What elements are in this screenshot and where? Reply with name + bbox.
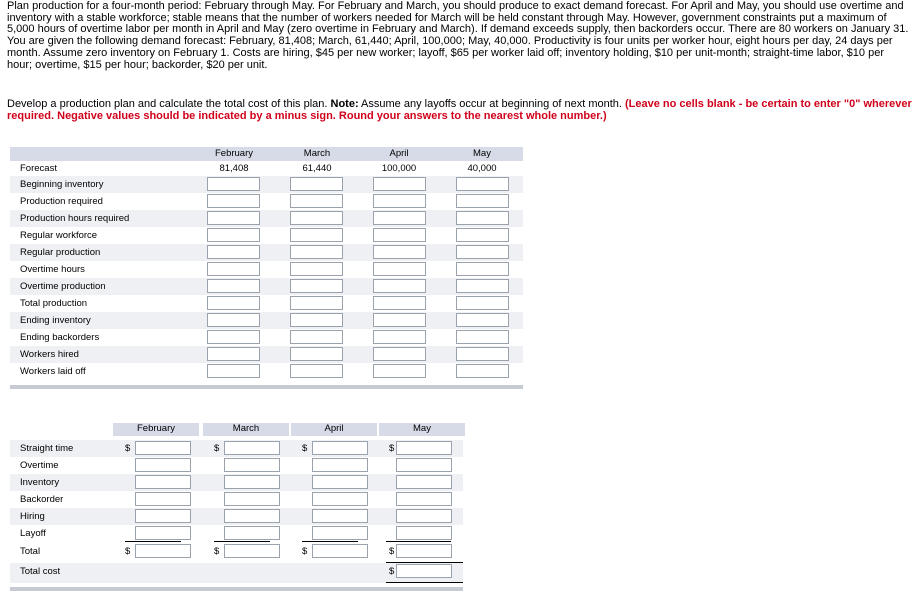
- plan-row-regular-workforce: [10, 227, 523, 244]
- plan-row-regular-production: [10, 244, 523, 261]
- hiring-cost-may-input[interactable]: [396, 509, 452, 523]
- ending-backorders-april-input[interactable]: [373, 330, 426, 344]
- cost-header-row: [10, 423, 463, 436]
- overtime-production-may-input[interactable]: [456, 279, 509, 293]
- regular-workforce-april-input[interactable]: [373, 228, 426, 242]
- plan-header-row: [10, 147, 523, 161]
- ending-inventory-february-input[interactable]: [207, 313, 260, 327]
- overtime-hours-april-input[interactable]: [373, 262, 426, 276]
- workers-laid-off-march-input[interactable]: [290, 364, 343, 378]
- straight-time-cost-march-input[interactable]: [224, 441, 280, 455]
- note-text: Assume any layoffs occur at beginning of next month.: [358, 98, 626, 110]
- regular-production-february-input[interactable]: [207, 245, 260, 259]
- hiring-cost-march-input[interactable]: [224, 509, 280, 523]
- plan-row-label: Regular workforce: [20, 230, 98, 241]
- backorder-cost-may-input[interactable]: [396, 492, 452, 506]
- dollar-sign: $: [389, 443, 395, 454]
- overtime-production-february-input[interactable]: [207, 279, 260, 293]
- cost-row-total-cost-month: [10, 543, 463, 560]
- production-required-march-input[interactable]: [290, 194, 343, 208]
- regular-production-may-input[interactable]: [456, 245, 509, 259]
- plan-row-production-required: [10, 193, 523, 210]
- total-production-march-input[interactable]: [290, 296, 343, 310]
- cost-header-may: May: [379, 423, 465, 436]
- dollar-sign: $: [302, 443, 308, 454]
- inventory-cost-march-input[interactable]: [224, 475, 280, 489]
- overtime-production-april-input[interactable]: [373, 279, 426, 293]
- ending-inventory-april-input[interactable]: [373, 313, 426, 327]
- plan-row-forecast: [10, 161, 523, 176]
- inventory-cost-february-input[interactable]: [135, 475, 191, 489]
- forecast-february: 81,408: [219, 163, 249, 174]
- cost-header-april: April: [291, 423, 377, 436]
- plan-row-label: Workers laid off: [20, 366, 86, 377]
- workers-laid-off-april-input[interactable]: [373, 364, 426, 378]
- plan-row-overtime-production: [10, 278, 523, 295]
- overtime-hours-february-input[interactable]: [207, 262, 260, 276]
- regular-workforce-march-input[interactable]: [290, 228, 343, 242]
- production-hours-required-march-input[interactable]: [290, 211, 343, 225]
- dollar-sign: $: [389, 546, 395, 557]
- cost-row-label: Layoff: [20, 528, 46, 539]
- plan-row-overtime-hours: [10, 261, 523, 278]
- plan-row-total-production: [10, 295, 523, 312]
- ending-inventory-march-input[interactable]: [290, 313, 343, 327]
- overtime-cost-march-input[interactable]: [224, 458, 280, 472]
- ending-backorders-march-input[interactable]: [290, 330, 343, 344]
- dollar-sign: $: [125, 443, 131, 454]
- forecast-may: 40,000: [467, 163, 497, 174]
- forecast-march: 61,440: [302, 163, 332, 174]
- total-underline: [386, 541, 451, 542]
- problem-statement: Plan production for a four-month period: February through May. For February and March, you should produce to exact demand forecast. For April and May, you should use overtime and inventory with a stable workforce; stable means that the number of workers needed for March will be held constant through May. However, government constraints put a maximum of 5,000 hours of overtime labor per month in April and May (zero overtime in February and March). If demand exceeds supply, then backorders occur. There are 80 workers on January 31. You are given the following demand forecast: February, 81,408; March, 61,440; April, 100,000; May, 40,000. Productivity is four units per worker hour, eight hours per day, 24 days per month. Assume zero inventory on February 1. Costs are hiring, $45 per new worker; layoff, $65 per worker laid off; inventory holding, $10 per unit-month; straight-time labor, $10 per hour; overtime, $15 per hour; backorder, $20 per unit.: [7, 0, 909, 71]
- grand-total-may-input[interactable]: [396, 564, 452, 578]
- beginning-inventory-march-input[interactable]: [290, 177, 343, 191]
- production-hours-required-april-input[interactable]: [373, 211, 426, 225]
- dollar-sign: $: [389, 566, 395, 577]
- hiring-cost-february-input[interactable]: [135, 509, 191, 523]
- workers-hired-may-input[interactable]: [456, 347, 509, 361]
- total-cost-month-march-input[interactable]: [224, 544, 280, 558]
- plan-row-label: Total production: [20, 298, 88, 309]
- regular-production-march-input[interactable]: [290, 245, 343, 259]
- total-cost-month-may-input[interactable]: [396, 544, 452, 558]
- hiring-cost-april-input[interactable]: [312, 509, 368, 523]
- overtime-hours-march-input[interactable]: [290, 262, 343, 276]
- total-cost-month-april-input[interactable]: [312, 544, 368, 558]
- layoff-cost-february-input[interactable]: [135, 526, 191, 540]
- beginning-inventory-may-input[interactable]: [456, 177, 509, 191]
- instructions-lead: Develop a production plan and calculate the total cost of this plan.: [7, 98, 331, 110]
- ending-inventory-may-input[interactable]: [456, 313, 509, 327]
- total-cost-month-february-input[interactable]: [135, 544, 191, 558]
- dollar-sign: $: [302, 546, 308, 557]
- plan-row-production-hours-required: [10, 210, 523, 227]
- cost-table-footer-bar: [10, 587, 463, 591]
- backorder-cost-february-input[interactable]: [135, 492, 191, 506]
- workers-hired-april-input[interactable]: [373, 347, 426, 361]
- dollar-sign: $: [125, 546, 131, 557]
- plan-header-may: May: [473, 148, 491, 159]
- workers-hired-march-input[interactable]: [290, 347, 343, 361]
- plan-header-february: February: [214, 148, 253, 159]
- grand-total-underline: [386, 582, 463, 583]
- note-label: Note:: [330, 98, 359, 110]
- plan-row-beginning-inventory: [10, 176, 523, 193]
- plan-row-label: Regular production: [20, 247, 101, 258]
- cost-row-label: Hiring: [20, 511, 45, 522]
- production-plan-table: [10, 147, 523, 380]
- cost-row-layoff-cost: [10, 525, 463, 542]
- backorder-cost-april-input[interactable]: [312, 492, 368, 506]
- total-production-february-input[interactable]: [207, 296, 260, 310]
- straight-time-cost-april-input[interactable]: [312, 441, 368, 455]
- plan-row-label: Overtime production: [20, 281, 106, 292]
- ending-backorders-february-input[interactable]: [207, 330, 260, 344]
- plan-row-ending-backorders: [10, 329, 523, 346]
- straight-time-cost-may-input[interactable]: [396, 441, 452, 455]
- regular-workforce-may-input[interactable]: [456, 228, 509, 242]
- dollar-sign: $: [214, 443, 220, 454]
- plan-header-march: March: [303, 148, 331, 159]
- workers-laid-off-february-input[interactable]: [207, 364, 260, 378]
- cost-row-label: Straight time: [20, 443, 74, 454]
- plan-table-footer-bar: [10, 385, 523, 389]
- cost-row-backorder-cost: [10, 491, 463, 508]
- beginning-inventory-february-input[interactable]: [207, 177, 260, 191]
- production-hours-required-february-input[interactable]: [207, 211, 260, 225]
- cost-table: [10, 423, 463, 583]
- plan-row-ending-inventory: [10, 312, 523, 329]
- production-required-may-input[interactable]: [456, 194, 509, 208]
- plan-input-rows: [10, 176, 523, 380]
- beginning-inventory-april-input[interactable]: [373, 177, 426, 191]
- inventory-cost-april-input[interactable]: [312, 475, 368, 489]
- production-required-february-input[interactable]: [207, 194, 260, 208]
- instructions-warning: (Leave no cells blank - be certain to enter "0" wherever required. Negative values should be indicated by a minus sign. Round your answers to the nearest whole number.): [7, 98, 912, 122]
- plan-row-label: Production hours required: [20, 213, 130, 224]
- backorder-cost-march-input[interactable]: [224, 492, 280, 506]
- cost-header-march: March: [203, 423, 289, 436]
- plan-row-label: Ending inventory: [20, 315, 91, 326]
- cost-row-overtime-cost: [10, 457, 463, 474]
- plan-row-workers-laid-off: [10, 363, 523, 380]
- total-underline: [302, 541, 358, 542]
- plan-row-label: Ending backorders: [20, 332, 100, 343]
- overtime-cost-april-input[interactable]: [312, 458, 368, 472]
- plan-row-workers-hired: [10, 346, 523, 363]
- overtime-hours-may-input[interactable]: [456, 262, 509, 276]
- regular-production-april-input[interactable]: [373, 245, 426, 259]
- workers-laid-off-may-input[interactable]: [456, 364, 509, 378]
- overtime-cost-february-input[interactable]: [135, 458, 191, 472]
- total-production-april-input[interactable]: [373, 296, 426, 310]
- instructions: [7, 99, 912, 122]
- plan-row-label: Beginning inventory: [20, 179, 104, 190]
- total-underline: [214, 541, 270, 542]
- cost-row-hiring-cost: [10, 508, 463, 525]
- inventory-cost-may-input[interactable]: [396, 475, 452, 489]
- total-underline: [125, 541, 181, 542]
- dollar-sign: $: [214, 546, 220, 557]
- production-hours-required-may-input[interactable]: [456, 211, 509, 225]
- overtime-production-march-input[interactable]: [290, 279, 343, 293]
- production-required-april-input[interactable]: [373, 194, 426, 208]
- cost-input-rows: [10, 436, 463, 583]
- plan-row-label: Workers hired: [20, 349, 79, 360]
- cost-row-inventory-cost: [10, 474, 463, 491]
- cost-row-label: Backorder: [20, 494, 64, 505]
- forecast-label: Forecast: [20, 163, 57, 174]
- cost-row-label: Total: [20, 546, 41, 557]
- forecast-april: 100,000: [381, 163, 417, 174]
- plan-row-label: Production required: [20, 196, 103, 207]
- layoff-cost-april-input[interactable]: [312, 526, 368, 540]
- total-production-may-input[interactable]: [456, 296, 509, 310]
- overtime-cost-may-input[interactable]: [396, 458, 452, 472]
- cost-row-label: Inventory: [20, 477, 60, 488]
- workers-hired-february-input[interactable]: [207, 347, 260, 361]
- layoff-cost-march-input[interactable]: [224, 526, 280, 540]
- straight-time-cost-february-input[interactable]: [135, 441, 191, 455]
- layoff-cost-may-input[interactable]: [396, 526, 452, 540]
- plan-header-april: April: [389, 148, 409, 159]
- cost-header-february: February: [113, 423, 199, 436]
- regular-workforce-february-input[interactable]: [207, 228, 260, 242]
- cost-row-label: Overtime: [20, 460, 59, 471]
- cost-row-grand-total: [10, 563, 463, 583]
- plan-row-label: Overtime hours: [20, 264, 85, 275]
- grand-total-underline: [386, 562, 463, 563]
- cost-row-straight-time-cost: [10, 440, 463, 457]
- ending-backorders-may-input[interactable]: [456, 330, 509, 344]
- cost-row-label: Total cost: [20, 566, 61, 577]
